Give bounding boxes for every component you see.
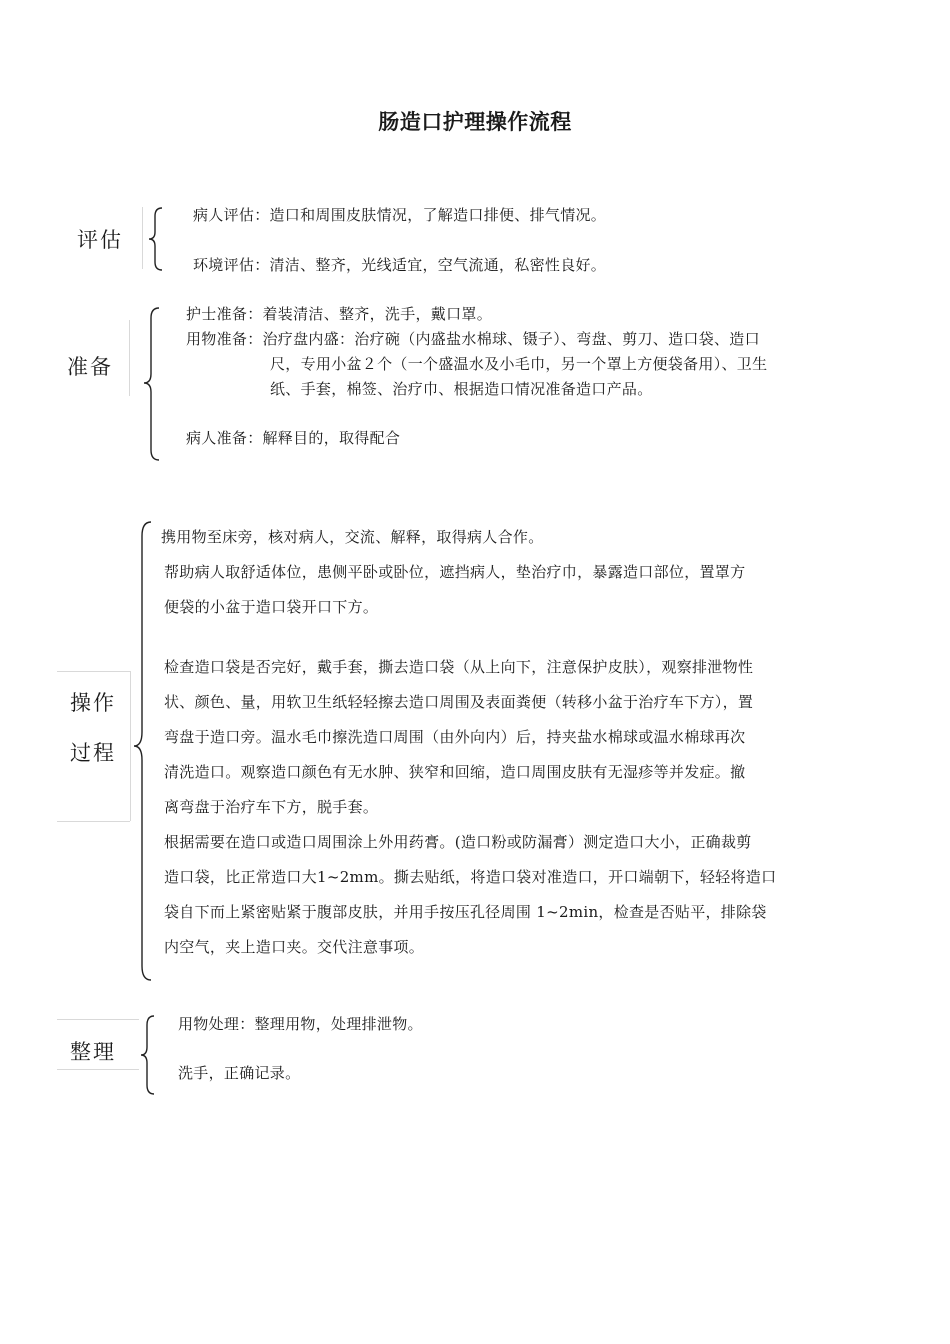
preparation-line-supplies-cont: 尺，专用小盆２个（一个盛温水及小毛巾，另一个罩上方便袋备用）、卫生 [270, 355, 768, 373]
cleanup-line-supplies: 用物处理：整理用物，处理排泄物。 [178, 1015, 423, 1033]
preparation-line-supplies-cont: 纸、手套，棉签、治疗巾、根据造口情况准备造口产品。 [270, 380, 653, 398]
section-label-cleanup: 整理 [70, 1040, 116, 1064]
brace-cleanup [138, 1014, 158, 1096]
brace-preparation [141, 306, 163, 462]
preparation-line-patient: 病人准备：解释目的，取得配合 [186, 429, 401, 447]
procedure-line-5: 状、颜色、量，用软卫生纸轻轻擦去造口周围及表面粪便（转移小盆于治疗车下方），置 [164, 693, 754, 711]
label-box-bottom [57, 1069, 139, 1070]
procedure-line-11: 袋自下而上紧密贴紧于腹部皮肤，并用手按压孔径周围 1~2min，检查是否贴平，排除袋 [164, 903, 767, 921]
page-title: 肠造口护理操作流程 [378, 110, 572, 134]
section-divider [142, 207, 143, 269]
procedure-line-1: 携用物至床旁，核对病人，交流、解释，取得病人合作。 [161, 528, 544, 546]
assessment-line-patient: 病人评估：造口和周围皮肤情况，了解造口排便、排气情况。 [193, 206, 607, 224]
procedure-line-2: 帮助病人取舒适体位，患侧平卧或卧位，遮挡病人，垫治疗巾，暴露造口部位，置罩方 [164, 563, 746, 581]
procedure-line-7: 清洗造口。观察造口颜色有无水肿、狭窄和回缩，造口周围皮肤有无湿疹等并发症。撤 [164, 763, 746, 781]
procedure-line-3: 便袋的小盆于造口袋开口下方。 [164, 598, 379, 616]
procedure-line-12: 内空气，夹上造口夹。交代注意事项。 [164, 938, 425, 956]
preparation-line-nurse: 护士准备：着装清洁、整齐，洗手，戴口罩。 [186, 305, 493, 323]
label-box-bottom [57, 821, 130, 822]
preparation-line-supplies: 用物准备：治疗盘内盛：治疗碗（内盛盐水棉球、镊子）、弯盘、剪刀、造口袋、造口 [186, 330, 760, 348]
procedure-line-4: 检查造口袋是否完好，戴手套，撕去造口袋（从上向下，注意保护皮肤），观察排泄物性 [164, 658, 754, 676]
section-label-procedure-line2: 过程 [70, 741, 116, 765]
brace-assessment [146, 206, 166, 272]
section-label-procedure-line1: 操作 [70, 691, 116, 715]
procedure-line-9: 根据需要在造口或造口周围涂上外用药膏。(造口粉或防漏膏）测定造口大小，正确裁剪 [164, 833, 752, 851]
section-label-preparation: 准备 [67, 355, 113, 379]
label-box-top [57, 1019, 139, 1020]
procedure-line-8: 离弯盘于治疗车下方，脱手套。 [164, 798, 379, 816]
section-label-assessment: 评估 [77, 228, 123, 252]
brace-procedure [131, 520, 155, 982]
label-box-top [57, 671, 130, 672]
assessment-line-environment: 环境评估：清洁、整齐，光线适宜，空气流通，私密性良好。 [193, 256, 607, 274]
procedure-line-10: 造口袋，比正常造口大1~2mm。撕去贴纸，将造口袋对准造口，开口端朝下，轻轻将造口 [164, 868, 777, 886]
section-divider [129, 320, 130, 396]
procedure-line-6: 弯盘于造口旁。温水毛巾擦洗造口周围（由外向内）后，持夹盐水棉球或温水棉球再次 [164, 728, 746, 746]
cleanup-line-record: 洗手，正确记录。 [178, 1064, 301, 1082]
